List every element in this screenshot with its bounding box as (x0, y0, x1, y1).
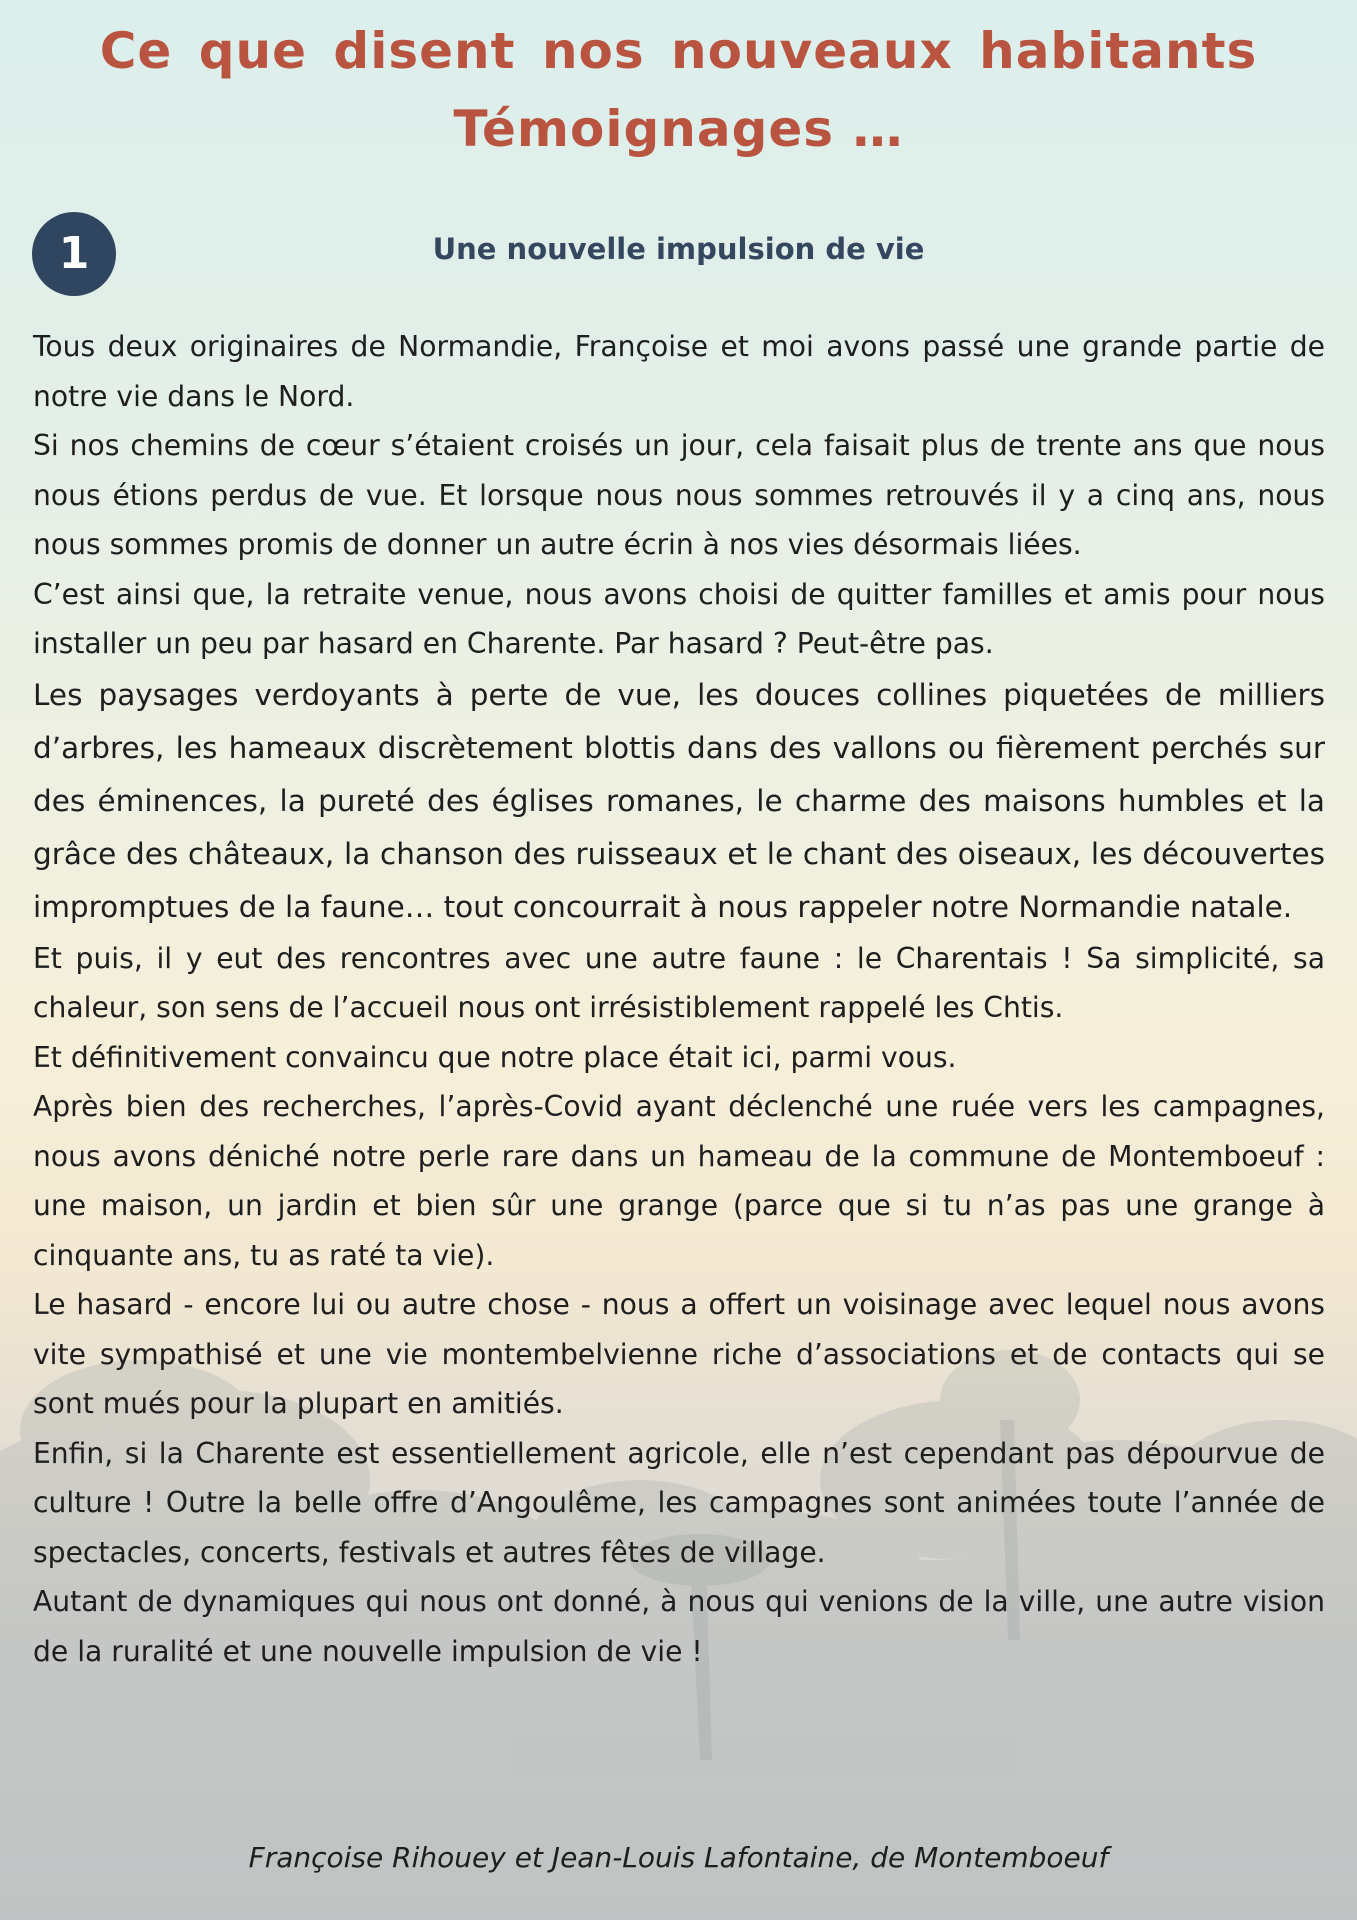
paragraph-1: Tous deux originaires de Normandie, Françoise et moi avons passé une grande partie de notre vie dans le Nord. (33, 330, 1325, 413)
paragraph-5: Et puis, il y eut des rencontres avec une autre faune : le Charentais ! Sa simplicité, sa chaleur, son sens de l’accueil nous ont irrésistiblement rappelé les Chtis. (33, 941, 1325, 1024)
paragraph-4: Les paysages verdoyants à perte de vue, les douces collines piquetées de milliers d’arbres, les hameaux discrètement blottis dans des vallons ou fièrement perchés sur des éminences, la pureté des églises romanes, le charme des maisons humbles et la grâce des châteaux, la chanson des ruisseaux et le chant des oiseaux, les découvertes impromptues de la faune… tout concourrait à nous rappeler notre Normandie natale. (33, 677, 1325, 924)
testimony-number-badge: 1 (32, 212, 116, 296)
paragraph-3: C’est ainsi que, la retraite venue, nous avons choisi de quitter familles et amis pour nous installer un peu par hasard en Charente. Par hasard ? Peut-être pas. (33, 577, 1325, 660)
page-title-line-1: Ce que disent nos nouveaux habitants (99, 22, 1258, 80)
paragraph-6: Et définitivement convaincu que notre place était ici, parmi vous. (33, 1040, 957, 1074)
testimony-signature: Françoise Rihouey et Jean-Louis Lafontaine, de Montemboeuf (248, 1841, 1109, 1874)
paragraph-9: Enfin, si la Charente est essentiellement agricole, elle n’est cependant pas dépourvue de culture ! Outre la belle offre d’Angoulême, les campagnes sont animées toute l’année de spectacles, concerts, festivals et autres fêtes de village. (33, 1436, 1325, 1569)
paragraph-8: Le hasard - encore lui ou autre chose - nous a offert un voisinage avec lequel nous avons vite sympathisé et une vie montembelvienne riche d’associations et de contacts qui se sont mués pour la plupart en amitiés. (33, 1288, 1325, 1420)
page-title-line-2: Témoignages … (453, 100, 904, 158)
testimony-body (33, 322, 1325, 1676)
testimony-heading: Une nouvelle impulsion de vie (432, 232, 925, 266)
paragraph-2: Si nos chemins de cœur s’étaient croisés un jour, cela faisait plus de trente ans que nous nous étions perdus de vue. Et lorsque nous nous sommes retrouvés il y a cinq ans, nous nous sommes promis de donner un autre écrin à nos vies désormais liées. (33, 429, 1325, 561)
paragraph-10: Autant de dynamiques qui nous ont donné, à nous qui venions de la ville, une autre vision de la ruralité et une nouvelle impulsion de vie ! (33, 1585, 1325, 1668)
paragraph-7: Après bien des recherches, l’après-Covid ayant déclenché une ruée vers les campagnes, nous avons déniché notre perle rare dans un hameau de la commune de Montemboeuf : une maison, un jardin et bien sûr une grange (parce que si tu n’as pas une grange à cinquante ans, tu as raté ta vie). (33, 1090, 1325, 1272)
